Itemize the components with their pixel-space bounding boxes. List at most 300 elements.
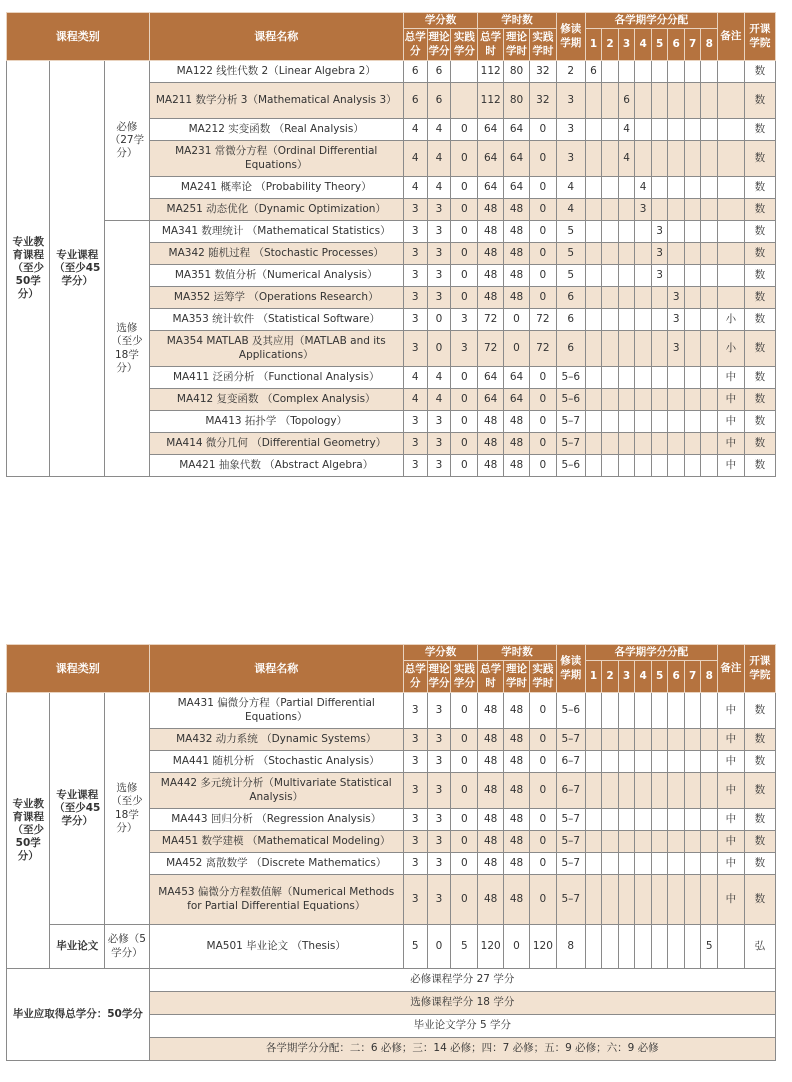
course-name: MA251 动态优化（Dynamic Optimization） <box>149 199 403 221</box>
semester-credit <box>684 309 701 331</box>
cell-value: 72 <box>529 309 556 331</box>
course-name: MA441 随机分析 （Stochastic Analysis） <box>149 751 403 773</box>
course-name: MA452 离散数学 （Discrete Mathematics） <box>149 853 403 875</box>
cell-value: 48 <box>504 751 530 773</box>
cell-value: 48 <box>478 875 504 925</box>
elective-group-label: 选修（至少18学分） <box>105 221 149 477</box>
semester-credit <box>668 141 685 177</box>
semester-credit <box>585 331 602 367</box>
cell-value: 5–7 <box>556 875 585 925</box>
course-name: MA443 回归分析 （Regression Analysis） <box>149 809 403 831</box>
semester-credit <box>618 389 635 411</box>
cell-value: 48 <box>478 287 504 309</box>
semester-credit <box>701 389 718 411</box>
cell-value: 3 <box>403 853 427 875</box>
cell-value: 0 <box>529 199 556 221</box>
cell-value: 80 <box>504 83 530 119</box>
semester-credit <box>618 455 635 477</box>
cell-value: 48 <box>478 831 504 853</box>
semester-credit <box>585 141 602 177</box>
department: 数 <box>744 119 775 141</box>
semester-credit <box>602 433 619 455</box>
cell-value: 6–7 <box>556 751 585 773</box>
semester-credit <box>701 83 718 119</box>
remark: 中 <box>717 411 744 433</box>
header-credit-theory: 理论学分 <box>427 29 451 61</box>
cell-value: 0 <box>529 367 556 389</box>
cell-value: 0 <box>451 141 478 177</box>
cell-value: 0 <box>529 221 556 243</box>
department: 弘 <box>744 925 775 969</box>
semester-credit <box>701 61 718 83</box>
remark <box>717 177 744 199</box>
remark <box>717 265 744 287</box>
cell-value: 0 <box>451 119 478 141</box>
semester-credit <box>585 367 602 389</box>
course-table-2 <box>6 644 776 1061</box>
header-course-name: 课程名称 <box>149 13 403 61</box>
cell-value: 3 <box>427 411 451 433</box>
cell-value: 3 <box>427 265 451 287</box>
cell-value: 3 <box>403 455 427 477</box>
semester-credit <box>651 119 668 141</box>
remark <box>717 119 744 141</box>
semester-credit <box>668 773 685 809</box>
cell-value: 0 <box>451 177 478 199</box>
semester-credit <box>635 141 652 177</box>
cell-value: 3 <box>403 875 427 925</box>
graduation-credit-label: 毕业应取得总学分：50学分 <box>7 969 150 1061</box>
header-hour-total: 总学时 <box>478 661 504 693</box>
summary-text: 各学期学分分配：二：6 必修；三：14 必修；四：7 必修；五：9 必修；六：9 必修 <box>149 1038 775 1061</box>
semester-credit <box>668 751 685 773</box>
header-sem-1: 1 <box>585 661 602 693</box>
semester-credit <box>618 199 635 221</box>
course-name: MA432 动力系统 （Dynamic Systems） <box>149 729 403 751</box>
semester-credit <box>651 199 668 221</box>
semester-credit <box>684 199 701 221</box>
cell-value: 80 <box>504 61 530 83</box>
remark: 中 <box>717 455 744 477</box>
semester-credit <box>618 729 635 751</box>
remark: 中 <box>717 809 744 831</box>
summary-text: 毕业论文学分 5 学分 <box>149 1015 775 1038</box>
department: 数 <box>744 141 775 177</box>
cell-value: 0 <box>529 243 556 265</box>
semester-credit <box>585 693 602 729</box>
semester-credit <box>684 751 701 773</box>
semester-credit <box>701 199 718 221</box>
semester-credit <box>635 875 652 925</box>
cell-value: 48 <box>504 809 530 831</box>
remark: 中 <box>717 693 744 729</box>
header-hour-theory: 理论学时 <box>504 661 530 693</box>
department: 数 <box>744 693 775 729</box>
course-name: MA412 复变函数 （Complex Analysis） <box>149 389 403 411</box>
remark <box>717 287 744 309</box>
cell-value: 72 <box>529 331 556 367</box>
semester-credit <box>618 809 635 831</box>
cell-value: 0 <box>529 287 556 309</box>
cell-value: 0 <box>504 925 530 969</box>
semester-credit <box>602 331 619 367</box>
semester-credit <box>602 61 619 83</box>
cell-value: 4 <box>427 141 451 177</box>
semester-credit <box>602 177 619 199</box>
semester-credit <box>602 773 619 809</box>
semester-credit <box>684 141 701 177</box>
cell-value: 4 <box>427 367 451 389</box>
cell-value: 5 <box>403 925 427 969</box>
cell-value: 64 <box>504 389 530 411</box>
cell-value: 0 <box>529 809 556 831</box>
semester-credit <box>684 389 701 411</box>
department: 数 <box>744 831 775 853</box>
semester-credit <box>585 243 602 265</box>
cell-value: 5–7 <box>556 729 585 751</box>
semester-credit <box>701 809 718 831</box>
cell-value: 5 <box>556 221 585 243</box>
course-name: MA501 毕业论文 （Thesis） <box>149 925 403 969</box>
semester-credit <box>651 367 668 389</box>
header-sem-5: 5 <box>651 29 668 61</box>
semester-credit <box>602 199 619 221</box>
semester-credit <box>585 455 602 477</box>
summary-text: 必修课程学分 27 学分 <box>149 969 775 992</box>
cell-value: 48 <box>504 693 530 729</box>
semester-credit <box>635 853 652 875</box>
cell-value: 3 <box>427 433 451 455</box>
remark <box>717 83 744 119</box>
semester-credit <box>684 773 701 809</box>
semester-credit <box>602 693 619 729</box>
cell-value: 3 <box>403 751 427 773</box>
course-name: MA442 多元统计分析（Multivariate Statistical Analysis） <box>149 773 403 809</box>
semester-credit <box>602 875 619 925</box>
semester-credit <box>585 265 602 287</box>
semester-credit <box>585 831 602 853</box>
semester-credit <box>602 925 619 969</box>
course-name: MA231 常微分方程（Ordinal Differential Equations） <box>149 141 403 177</box>
semester-credit <box>684 853 701 875</box>
semester-credit <box>602 141 619 177</box>
cell-value: 112 <box>478 61 504 83</box>
cell-value: 0 <box>451 773 478 809</box>
semester-credit: 6 <box>618 83 635 119</box>
header-credits: 学分数 <box>403 13 477 29</box>
semester-credit <box>585 119 602 141</box>
semester-credit <box>668 853 685 875</box>
semester-credit <box>635 221 652 243</box>
cell-value: 3 <box>403 221 427 243</box>
course-name: MA122 线性代数 2（Linear Algebra 2） <box>149 61 403 83</box>
semester-credit <box>668 61 685 83</box>
cell-value: 48 <box>504 853 530 875</box>
cell-value: 0 <box>529 455 556 477</box>
cell-value: 5 <box>556 243 585 265</box>
cell-value: 4 <box>403 177 427 199</box>
cell-value: 5–7 <box>556 411 585 433</box>
course-name: MA351 数值分析（Numerical Analysis） <box>149 265 403 287</box>
semester-credit <box>684 61 701 83</box>
semester-credit <box>635 61 652 83</box>
cell-value: 3 <box>403 199 427 221</box>
semester-credit <box>651 831 668 853</box>
department: 数 <box>744 433 775 455</box>
cell-value: 0 <box>451 265 478 287</box>
department: 数 <box>744 199 775 221</box>
cell-value: 4 <box>427 119 451 141</box>
semester-credit <box>668 433 685 455</box>
department: 数 <box>744 265 775 287</box>
semester-credit <box>635 925 652 969</box>
cell-value: 48 <box>504 221 530 243</box>
remark <box>717 925 744 969</box>
cell-value: 6 <box>556 287 585 309</box>
cell-value: 4 <box>403 367 427 389</box>
cell-value: 48 <box>478 199 504 221</box>
course-name: MA414 微分几何 （Differential Geometry） <box>149 433 403 455</box>
semester-credit <box>701 729 718 751</box>
cell-value: 6 <box>427 61 451 83</box>
semester-credit <box>635 693 652 729</box>
semester-credit <box>618 309 635 331</box>
semester-credit <box>635 309 652 331</box>
semester-credit <box>585 853 602 875</box>
cell-value: 8 <box>556 925 585 969</box>
thesis-required-label: 必修（5学分） <box>105 925 149 969</box>
semester-credit <box>635 831 652 853</box>
semester-credit <box>651 389 668 411</box>
cell-value: 3 <box>403 693 427 729</box>
cell-value: 112 <box>478 83 504 119</box>
cell-value: 0 <box>529 751 556 773</box>
semester-credit <box>635 243 652 265</box>
course-name: MA411 泛函分析 （Functional Analysis） <box>149 367 403 389</box>
cell-value: 6 <box>427 83 451 119</box>
cell-value: 120 <box>529 925 556 969</box>
cell-value: 0 <box>504 309 530 331</box>
semester-credit <box>701 751 718 773</box>
semester-credit <box>618 243 635 265</box>
remark: 中 <box>717 751 744 773</box>
header-sem-7: 7 <box>684 29 701 61</box>
cell-value: 3 <box>403 809 427 831</box>
cell-value: 0 <box>529 177 556 199</box>
cell-value: 3 <box>556 119 585 141</box>
cell-value: 0 <box>451 455 478 477</box>
cell-value: 0 <box>451 433 478 455</box>
semester-credit <box>701 693 718 729</box>
semester-credit <box>701 367 718 389</box>
semester-credit <box>684 331 701 367</box>
semester-credit <box>635 265 652 287</box>
department: 数 <box>744 83 775 119</box>
required-group-label: 必修（27学分） <box>105 61 149 221</box>
cell-value: 48 <box>478 853 504 875</box>
cell-value: 0 <box>529 773 556 809</box>
department: 数 <box>744 61 775 83</box>
semester-credit <box>585 177 602 199</box>
semester-credit <box>668 199 685 221</box>
semester-credit <box>635 455 652 477</box>
course-name: MA241 概率论 （Probability Theory） <box>149 177 403 199</box>
header-sem-4: 4 <box>635 661 652 693</box>
semester-credit <box>651 773 668 809</box>
course-name: MA341 数理统计 （Mathematical Statistics） <box>149 221 403 243</box>
semester-credit <box>668 389 685 411</box>
semester-credit: 6 <box>585 61 602 83</box>
semester-credit <box>701 433 718 455</box>
cell-value: 0 <box>451 875 478 925</box>
header-course-name: 课程名称 <box>149 645 403 693</box>
header-sem-3: 3 <box>618 29 635 61</box>
course-name: MA421 抽象代数 （Abstract Algebra） <box>149 455 403 477</box>
cell-value: 3 <box>427 729 451 751</box>
remark: 中 <box>717 773 744 809</box>
semester-credit <box>618 773 635 809</box>
semester-credit: 3 <box>668 287 685 309</box>
semester-credit <box>618 61 635 83</box>
semester-credit <box>651 729 668 751</box>
cell-value: 5–6 <box>556 455 585 477</box>
semester-credit <box>602 83 619 119</box>
semester-credit <box>668 119 685 141</box>
semester-credit <box>618 925 635 969</box>
semester-credit <box>618 875 635 925</box>
cell-value: 3 <box>556 141 585 177</box>
header-semester: 修读学期 <box>556 645 585 693</box>
cell-value: 72 <box>478 309 504 331</box>
cell-value: 3 <box>451 309 478 331</box>
semester-credit <box>585 751 602 773</box>
semester-credit <box>668 367 685 389</box>
course-name: MA413 拓扑学 （Topology） <box>149 411 403 433</box>
semester-credit <box>618 287 635 309</box>
cell-value: 4 <box>403 119 427 141</box>
semester-credit <box>684 875 701 925</box>
cell-value: 2 <box>556 61 585 83</box>
summary-row <box>7 969 776 992</box>
semester-credit <box>701 177 718 199</box>
department: 数 <box>744 221 775 243</box>
cell-value: 3 <box>451 331 478 367</box>
semester-credit: 5 <box>701 925 718 969</box>
cell-value: 48 <box>504 287 530 309</box>
cell-value: 48 <box>478 751 504 773</box>
cell-value: 48 <box>504 243 530 265</box>
cell-value: 6 <box>403 83 427 119</box>
semester-credit <box>651 287 668 309</box>
table-row-thesis <box>7 925 776 969</box>
semester-credit <box>684 693 701 729</box>
semester-credit <box>635 119 652 141</box>
cell-value: 3 <box>403 309 427 331</box>
cell-value: 48 <box>504 455 530 477</box>
remark: 中 <box>717 367 744 389</box>
cell-value <box>451 61 478 83</box>
semester-credit <box>668 831 685 853</box>
semester-credit <box>668 875 685 925</box>
header-credit-practice: 实践学分 <box>451 661 478 693</box>
cell-value: 5 <box>556 265 585 287</box>
semester-credit <box>602 751 619 773</box>
header-sem-5: 5 <box>651 661 668 693</box>
semester-credit <box>668 411 685 433</box>
cell-value: 5–6 <box>556 693 585 729</box>
semester-credit <box>602 411 619 433</box>
semester-credit <box>684 221 701 243</box>
cell-value: 0 <box>451 831 478 853</box>
semester-credit <box>618 751 635 773</box>
department: 数 <box>744 751 775 773</box>
semester-credit <box>635 411 652 433</box>
header-distribution: 各学期学分分配 <box>585 645 717 661</box>
remark: 小 <box>717 309 744 331</box>
cell-value: 0 <box>529 119 556 141</box>
remark <box>717 199 744 221</box>
cell-value: 48 <box>478 729 504 751</box>
cell-value: 64 <box>478 367 504 389</box>
semester-credit <box>651 177 668 199</box>
cell-value: 0 <box>529 389 556 411</box>
cell-value: 0 <box>529 265 556 287</box>
cell-value: 3 <box>427 853 451 875</box>
semester-credit: 3 <box>651 243 668 265</box>
cell-value: 0 <box>529 411 556 433</box>
cell-value: 0 <box>451 853 478 875</box>
cell-value: 4 <box>403 141 427 177</box>
remark: 中 <box>717 831 744 853</box>
cell-value: 3 <box>427 287 451 309</box>
semester-credit <box>602 809 619 831</box>
semester-credit <box>651 83 668 119</box>
cell-value: 48 <box>478 265 504 287</box>
cell-value: 3 <box>427 199 451 221</box>
cell-value: 64 <box>478 389 504 411</box>
cell-value <box>451 83 478 119</box>
cell-value: 0 <box>451 809 478 831</box>
semester-credit <box>635 389 652 411</box>
semester-credit <box>701 141 718 177</box>
cell-value: 0 <box>451 199 478 221</box>
semester-credit <box>651 455 668 477</box>
cell-value: 64 <box>504 141 530 177</box>
semester-credit <box>701 331 718 367</box>
semester-credit <box>651 809 668 831</box>
header-remark: 备注 <box>717 13 744 61</box>
cell-value: 0 <box>529 853 556 875</box>
course-name: MA431 偏微分方程（Partial Differential Equations） <box>149 693 403 729</box>
semester-credit <box>668 177 685 199</box>
semester-credit <box>701 455 718 477</box>
cell-value: 48 <box>478 221 504 243</box>
cell-value: 48 <box>478 455 504 477</box>
table-row <box>7 693 776 729</box>
semester-credit <box>651 853 668 875</box>
department: 数 <box>744 729 775 751</box>
cell-value: 0 <box>427 309 451 331</box>
semester-credit <box>635 773 652 809</box>
cell-value: 0 <box>451 411 478 433</box>
category-level-1: 专业教育课程（至少50学分） <box>7 693 50 969</box>
semester-credit: 3 <box>668 309 685 331</box>
semester-credit <box>602 853 619 875</box>
table-row <box>7 61 776 83</box>
semester-credit <box>585 83 602 119</box>
cell-value: 5–7 <box>556 853 585 875</box>
cell-value: 6 <box>556 309 585 331</box>
